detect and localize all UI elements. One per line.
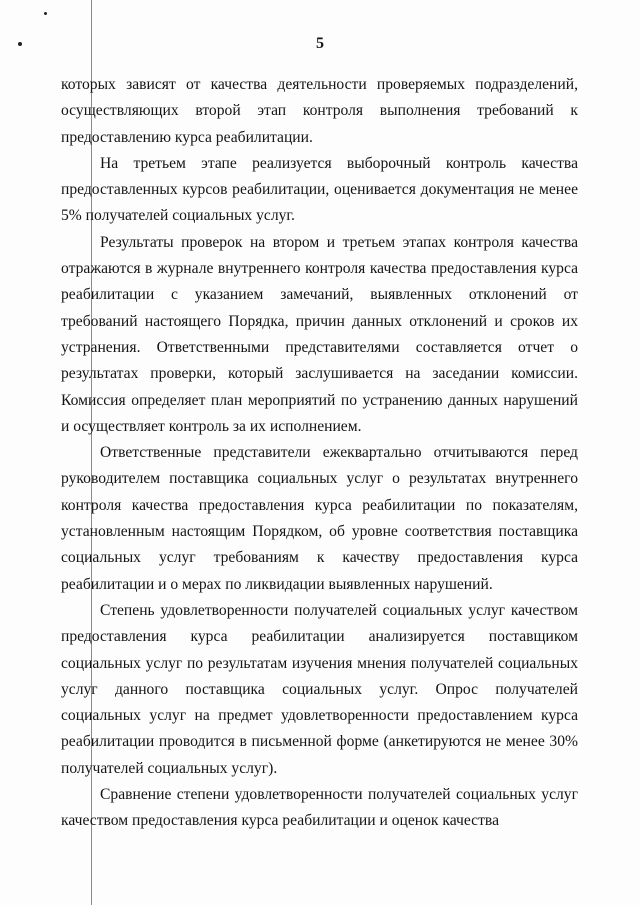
paragraph: Ответственные представители ежеквартально отчитываются перед руководителем поставщика социальных услуг о результатах внутреннего контроля качества предоставления курса реабилитации по показателям, установленным настоящим Порядком, об уровне соответствия поставщика социальных услуг требованиям к качеству предоставления курса реабилитации и о мерах по ликвидации выявленных нарушений. [61, 444, 578, 593]
scan-speck [44, 12, 47, 15]
paragraph: которых зависят от качества деятельности проверяемых подразделений, осуществляющих второй этап контроля выполнения требований к предоставлению курса реабилитации. [61, 76, 578, 146]
paragraph: На третьем этапе реализуется выборочный контроль качества предоставленных курсов реабилитации, оценивается документация не менее 5% получателей социальных услуг. [61, 154, 578, 225]
page-number: 5 [316, 35, 324, 52]
paragraph: Степень удовлетворенности получателей социальных услуг качеством предоставления курса реабилитации анализируется поставщиком социальных услуг по результатам изучения мнения получателей социальных услуг данного поставщика социальных услуг. Опрос получателей социальных услуг на предмет удовлетворенности предоставлением курса реабилитации проводится в письменной форме (анкетируются не менее 30% получателей социальных услуг). [61, 601, 578, 777]
paragraph: Сравнение степени удовлетворенности получателей социальных услуг качеством предоставления курса реабилитации и оценок качества [61, 786, 578, 830]
document-body [61, 72, 578, 835]
paragraph: Результаты проверок на втором и третьем этапах контроля качества отражаются в журнале внутреннего контроля качества предоставления курса реабилитации с указанием замечаний, выявленных отклонений от требований настоящего Порядка, причин данных отклонений и сроков их устранения. Ответственными представителями составляется отчет о результатах проверки, который заслушивается на заседании комиссии. Комиссия определяет план мероприятий по устранению данных нарушений и осуществляет контроль за их исполнением. [61, 233, 578, 435]
